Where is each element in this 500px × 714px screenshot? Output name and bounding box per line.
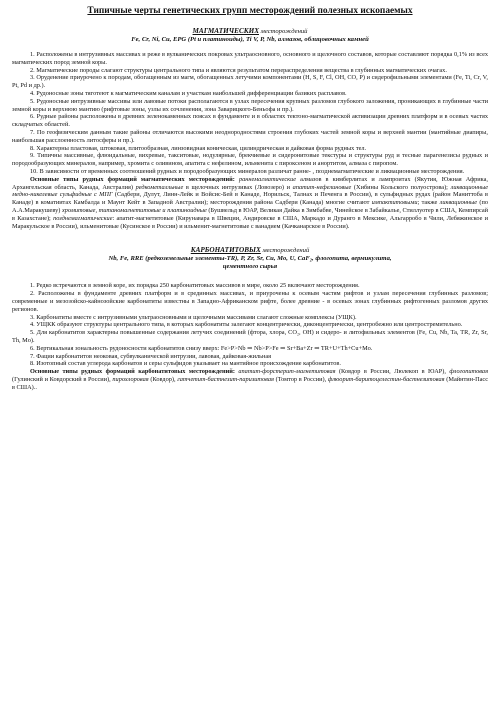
carbonatite-heading [12, 246, 488, 255]
text-run: : апатит-магнетитовые (Кирунавара в Швеции, Андировске в США, Маркадо и Дуранго в Мексике, Альгарробо в Чили, Лебяжинское и Маракульское в России), ильменитовые (Кусинское в России) и ильменит-магнетитовые с ванадием (Качканарское в России). [12, 214, 488, 230]
italic-run: редкометалльные [135, 183, 184, 191]
italic-run: ликвационные [439, 199, 478, 207]
magmatic-heading-rest: месторождений [259, 28, 308, 35]
text-run: (по А.А.Маракушеву) [12, 199, 488, 214]
carbonatite-heading-rest: месторождений [260, 247, 310, 255]
carbonatite-item-8: 8. Изотопный состав углерода карбонатов и серы сульфидов указывает на мантийное происхождение карбонатитов. [30, 360, 341, 368]
text-run: (Хибины Кольского полуострова); [351, 183, 451, 191]
spacer [12, 230, 488, 246]
text-run: (Ковдор в России, Люлекоп в ЮАР), [335, 368, 450, 376]
magmatic-types-paragraph [12, 176, 488, 231]
italic-run: позднемагматические [53, 214, 113, 222]
italic-run: импактитовыми [371, 199, 418, 207]
text-run: (Садбери, Дулут, Линн-Лейк и Войсис-Бей в Канаде, Норильск, Талнах и Печенга в России), в сульфидных рудах (район Маниттоба в Канаде) в коматиитах Камбалда и Маунт Кейт в Западной Австралии); месторождения района Садбери (Канада) многие считают [12, 191, 488, 207]
magmatic-item-8: 8. Характерны пластовая, штоковая, плитообразная, линзовидная коническая, цилиндрическая и дайковая форма рудных тел. [30, 144, 367, 152]
magmatic-heading [12, 27, 488, 36]
spacer [12, 271, 488, 282]
carbonatite-item-7: 7. Фации карбонатитов неоковая, субвулканической интрузии, лавовая, дайковая-жильная [30, 352, 272, 360]
text-run: (Ковдор), [148, 375, 178, 383]
magmatic-item-10: 10. В зависимости от временных соотношений рудных и породообразующих минералов различат ранне- , позднемагматические и ликвационные месторождения. [30, 167, 465, 175]
text-run: ; также [417, 199, 440, 207]
magmatic-item-2: 2. Магматические породы слагают структуры центрального типа и являются результатом перераспределения вещества в глубинных магматических очагах. [30, 66, 447, 74]
italic-run: апатит-форстерит-магнетитовая [238, 368, 336, 376]
document-title: Типичные черты генетических групп месторождений полезных ископаемых [87, 6, 413, 16]
carbonatite-item-3: 3. Карбонатиты вместе с интрузивными ультраосновными и щелочными массивами слагают сложные комплексы (УЩК). [30, 313, 357, 321]
italic-run: хромитовые, титаномагнетитовые и платиноидные [61, 206, 207, 214]
carbonatite-item-2: 2. Расположены в фундаменте древних платформ и в срединных массивах, и приурочены к осевым частям рифтов и узлам пересечения глубинных разломов; современные и мезозойско-кайнозойские карбонатиты известны в Западно-Африканском рифте, более древние - в осевых зонах глубинных рифтогенных разломов других регионов. [12, 290, 488, 313]
text-run: (Томтор в России), [273, 375, 328, 383]
document-page [12, 0, 488, 710]
magmatic-item-4: 4. Рудоносные зоны тяготеют к магматическим каналам и участкам наибольшей дифференциации базиких расплавов. [30, 89, 347, 97]
carbonatite-item-4: 4. УЩКК образуют структуры центрального типа, в которых карбонатиты залегают концентрически, диконцентрически, центробежно или центростремительно. [30, 321, 463, 329]
carbonatite-types-paragraph [12, 368, 488, 391]
text-run: (Майнтин-Пасс в США).. [12, 375, 488, 391]
italic-run: флюорит-баритоцелестин-бастнезитовая [327, 375, 445, 383]
magmatic-item-1: 1. Расположены в интрузивных массивах и реже в вулканических покровах ультраосновного, основного и щелочного составов, которые составляют порядка 0,1% из всех магматических пород земной коры. [12, 51, 488, 66]
carbonatite-subtitle-line-1: Nb, Fe, RRE (редкоземельные элементы-TR), P, Zr, Sr, Cu, Mo, U, CaF₂, флогопита, вермикулита, [108, 255, 392, 263]
magmatic-item-5: 5. Рудоносные интрузивные массивы или лавовые потоки располагаются в узлах пересечения крупных разломов глубокого заложения, проникающих в глубинные части земной коры и верхнюю мантию (рифтовые зоны, узлы их сочленения, зона Заварицкого-Беньофа и пр.). [12, 97, 488, 113]
carbonatite-item-1: 1. Редко встречаются в земной коре, их порядка 250 карбонатитовых массивов в мире, около 25 включают месторождения. [30, 282, 360, 290]
carbonatite-item-6: 6. Вертикальная зональность рудоносности карбонатитов снизу вверх: Fe>P>Nb ⇒ Nb>P>Fe ⇒ Sr+Ba+Zr ⇒ TR+U+Th+Cu+Mo. [30, 344, 373, 352]
magmatic-item-6: 6. Рудные районы расположены в древних зеленокаменных поясах в фундаменте и в областях тектоно-магматической активизации древних платформ и в осевых частях складчатых областей. [12, 113, 488, 129]
text-run: в щелочных интрузивах (Ловозеро) и [183, 183, 293, 191]
spacer [12, 44, 488, 51]
carbonatite-item-5: 5. Для карбонатитов характерны повышенные содержания летучих соединений (фтора, хлора, CO₂, OH) и сидеро- и литофильных элементов (Fe, Cu, Nb, Ta, TR, Zr, Sr, Th, Mo). [12, 329, 488, 344]
italic-run: пирохлоровая [112, 375, 149, 383]
magmatic-list [12, 51, 488, 230]
italic-run: ликвационные медно-никелевые сульфидные с МПГ [12, 183, 488, 199]
bold-run: Основные типы рудных формаций магматических месторождений: [30, 175, 235, 183]
magmatic-heading-bold: МАГМАТИЧЕСКИХ [192, 27, 259, 35]
italic-run: раннемагматические [238, 175, 297, 183]
italic-run: флогопитовая [449, 368, 488, 376]
magmatic-item-3: 3. Оруденение приурочено к породам, обогащенным из магм, обогащенных летучими компонентами (H, S, F, Cl, OH, CO, P) и сидерофильными элементами (Fe, Ti, Cr, V, Pt, Pd и др.). [12, 74, 488, 90]
magmatic-subtitle: Fe, Cr, Ni, Cu, EPG (Pt и платиноиды), Ti V, P, Nb, алмазов, облицовочных камней [131, 36, 369, 43]
text-run: алмазов в кимберлитах и лампроитах (Якутия, Южная Африка, Архангельская область, Канада, Австралия) [12, 175, 488, 191]
magmatic-item-9: 9. Типичны массивные, флюидальные, вихревые, такситовые, нодулярные, брекчиевые и сидеронитовые текстуры и структуры руд и тесные парагенезисы рудных и породообразующих минералов, например, хромита с оливином, апатита с нефелином, ильменита с пироксеном и анортитом, алмаза с пиропом. [12, 152, 488, 168]
italic-run: апатит-нефелиновые [292, 183, 352, 191]
bold-run: Основные типы рудных формаций карбонатитовых месторождений: [30, 368, 235, 376]
carbonatite-heading-bold: КАРБОНАТИТОВЫХ [190, 246, 261, 255]
carbonatite-subtitle-line-2: цементного сырья [222, 263, 278, 271]
magmatic-item-7: 7. По геофизическим данным такие районы отличаются высокими неоднородностями строения глубоких частей земной коры и верхней мантии (мантийные диапиры, наибольшая расслоенность литосферы и пр.). [12, 128, 488, 144]
text-run: (Бушвельд в ЮАР, Великая Дайка в Зимбабве, Чинейское в Забайкалье, Стиллуотер в США, Кемпирсай в Казахстане); [12, 206, 488, 222]
italic-run: гатчетит-бастнезит-паризитовая [177, 375, 274, 383]
text-run: (Гулинский и Ковдорский в России), [12, 375, 113, 383]
carbonatite-list [12, 282, 488, 391]
